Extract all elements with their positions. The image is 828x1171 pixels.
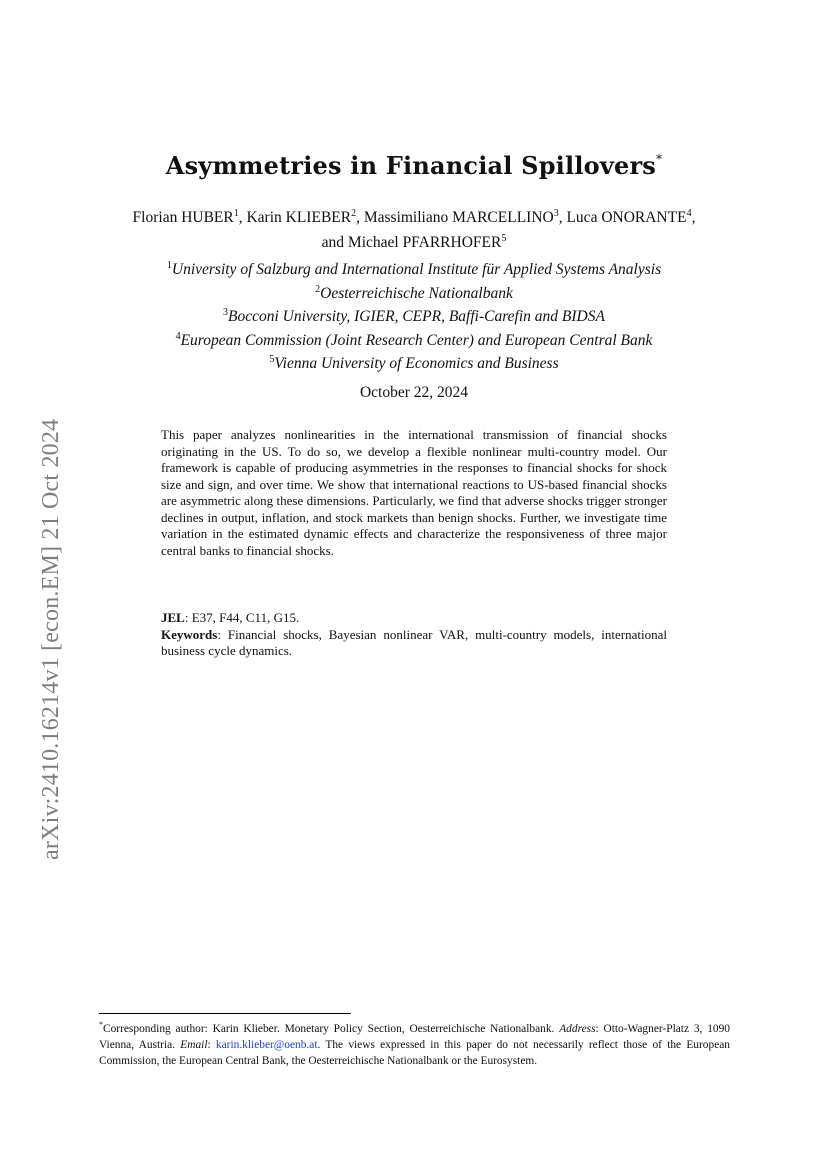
- abstract: This paper analyzes nonlinearities in the international transmission of financial shocks originating in the US. To do so, we develop a flexible nonlinear multi-country model. Our framework is capable of producing asymmetries in the responses to financial shocks for shock size and sign, and over time. We show that international reactions to US-based financial shocks are asymmetric along these dimensions. Particularly, we find that adverse shocks trigger stronger declines in output, inflation, and stock markets than benign shocks. Further, we investigate time variation in the estimated dynamic effects and characterize the responsiveness of three major central banks to financial shocks.: [161, 427, 667, 558]
- footnote-mark: *: [99, 1020, 103, 1029]
- title-footnote-mark: *: [656, 152, 663, 166]
- author: Florian HUBER$^1$,: [132, 208, 247, 226]
- author: Michael PFARRHOFER$^5$: [347, 233, 507, 251]
- affiliation: $^1$University of Salzburg and International Institute für Applied Systems Analysis: [166, 260, 662, 278]
- author: Massimiliano MARCELLINO$^3$,: [363, 208, 567, 226]
- arxiv-identifier-stamp: arXiv:2410.16214v1 [econ.EM] 21 Oct 2024: [38, 418, 64, 860]
- affiliation: $^2$Oesterreichische Nationalbank: [315, 283, 513, 302]
- author: Luca ONORANTE$^4$, and: [321, 208, 696, 251]
- author: Karin KLIEBER$^2$,: [246, 208, 364, 226]
- publication-date: October 22, 2024: [359, 384, 469, 401]
- email-link[interactable]: karin.klieber@oenb.at: [215, 1039, 318, 1051]
- jel-keywords-block: [161, 610, 667, 660]
- jel-codes: JEL: E37, F44, C11, G15.: [161, 610, 300, 625]
- keywords: Keywords: Financial shocks, Bayesian nonlinear VAR, multi-country models, international business cycle dynamics.: [161, 626, 667, 658]
- affiliation-list: [60, 256, 768, 374]
- paper-title-text: Asymmetries in Financial Spillovers: [165, 151, 657, 180]
- affiliation: $^5$Vienna University of Economics and Business: [269, 354, 559, 372]
- paper-title: [0, 151, 828, 180]
- affiliation: $^4$European Commission (Joint Research Center) and European Central Bank: [175, 330, 653, 349]
- footnote-rule: [99, 1013, 351, 1014]
- footnote: *Corresponding author: Karin Klieber. Monetary Policy Section, Oesterreichische Nationalbank. Address: Otto-Wagner-Platz 3, 1090 Vienna, Austria. Email: karin.klieber@oenb.at. The views expressed in this paper do not necessarily reflect those of the European Commission, the European Central Bank, the Oesterreichische Nationalbank or the Eurosystem.: [99, 1020, 730, 1067]
- affiliation: $^3$Bocconi University, IGIER, CEPR, Baffi-Carefin and BIDSA: [223, 307, 605, 325]
- author-list: [130, 203, 698, 253]
